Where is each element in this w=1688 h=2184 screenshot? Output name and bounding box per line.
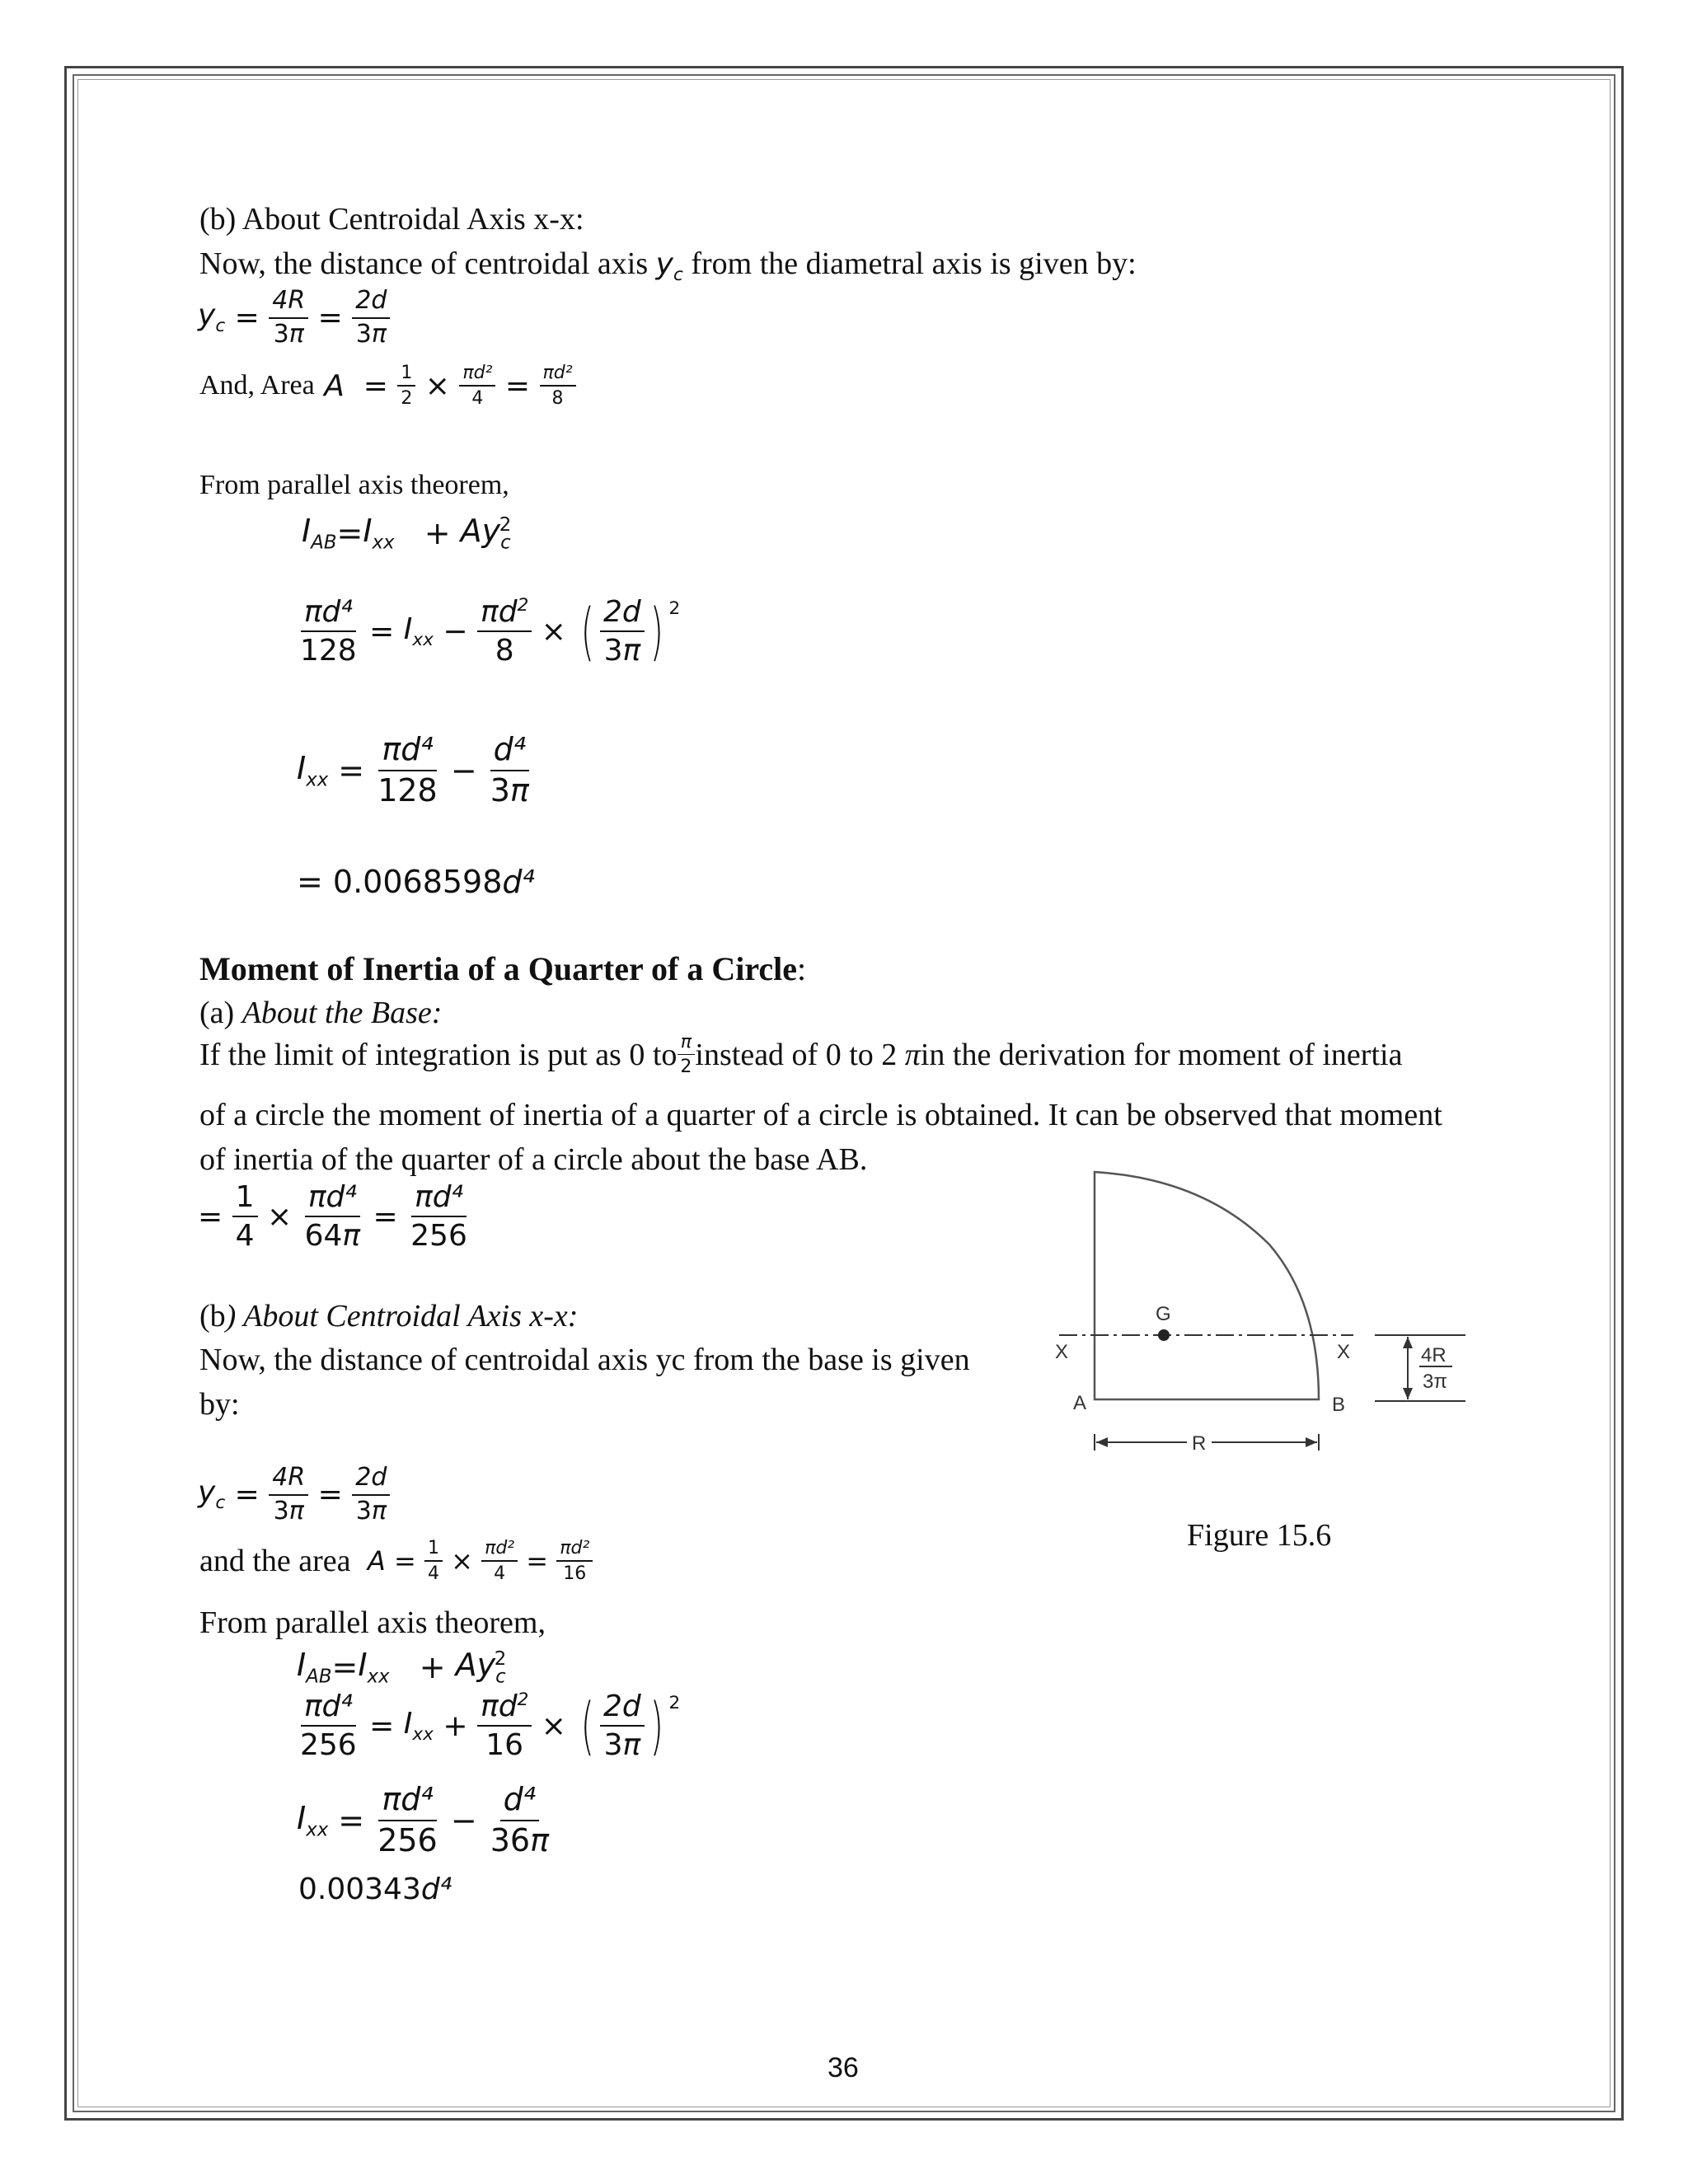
equation-yc-semicircle: $y_c$ = $\frac{4R}{3\pi}$ = $\frac{2d}{3\pi}$ — [198, 287, 390, 349]
text-span: Now, the distance of centroidal axis — [199, 246, 656, 281]
text-span: from the diametral axis is given by: — [682, 246, 1137, 281]
dim-numerator: 4R — [1421, 1344, 1447, 1366]
subheading-a — [199, 997, 442, 1029]
label-a: A — [1073, 1392, 1087, 1414]
equation-step-2: $\frac{\text{πd⁴}}{128}$ = $I_{xx}$ − $\frac{\pi d^2}{8}$ × ( $\frac{2d}{3\pi}$ ) $^2$ — [300, 594, 681, 668]
area-label: and the area — [199, 1544, 351, 1579]
heading-text: Moment of Inertia of a Quarter of a Circle — [199, 950, 797, 987]
equation-step-2-quarter: $\frac{\text{πd⁴}}{256}$ = $I_{xx}$ + $\frac{\pi d^2}{16}$ × ( $\frac{2d}{3\pi}$ ) $^2$ — [300, 1689, 681, 1763]
section-heading-b: (b) About Centroidal Axis x-x: — [199, 202, 584, 237]
equation-ixx-quarter: $I_{xx}$ = $\frac{\text{πd⁴}}{256}$ − $\frac{\text{d⁴}}{36\pi}$ — [297, 1781, 549, 1858]
area-label: And, Area — [199, 370, 315, 401]
text-span: If the limit of integration is put as 0 to — [199, 1037, 678, 1072]
text-line: Now, the distance of centroidal axis $y_c$ from the diametral axis is given by: — [199, 246, 1137, 286]
text-span: (a) — [199, 996, 242, 1030]
label-x-left: X — [1055, 1341, 1069, 1363]
equation-area-quarter: and the area A = $\frac{1}{4}$ × $\frac{\text{πd²}}{4}$ = $\frac{\text{πd²}}{16}$ — [199, 1538, 593, 1585]
label-r: R — [1192, 1432, 1207, 1455]
arrowhead-down — [1403, 1388, 1413, 1399]
figure-caption: Figure 15.6 — [1187, 1518, 1332, 1553]
equation-result-quarter: 0.00343 d⁴ — [298, 1872, 452, 1906]
parallel-axis-label: From parallel axis theorem, — [199, 470, 509, 500]
dim-denominator: 3π — [1423, 1371, 1447, 1393]
text-span: in the derivation for moment of inertia — [920, 1037, 1403, 1072]
quarter-circle-shape — [1095, 1172, 1319, 1399]
text-span: About the Base: — [241, 996, 443, 1030]
equation-yc-quarter: $y_c$ = $\frac{4R}{3\pi}$ = $\frac{2d}{3\pi}$ — [198, 1464, 390, 1526]
centroid-point — [1158, 1329, 1170, 1341]
paragraph-line-3: of inertia of the quarter of a circle about the base AB. — [199, 1142, 868, 1177]
text-span: instead of 0 to 2 — [695, 1037, 898, 1072]
heading-colon: : — [796, 950, 807, 987]
arrowhead-right — [1306, 1437, 1317, 1447]
text-span: (b — [199, 1299, 226, 1333]
section-heading-quarter — [199, 950, 807, 987]
label-b: B — [1332, 1394, 1346, 1416]
equation-parallel-axis-quarter: $I_{AB}$ = $I_{xx}$ + $Ay_c$ $^2$ — [297, 1647, 507, 1688]
arrowhead-up — [1403, 1337, 1413, 1348]
quarter-circle-figure — [1047, 1162, 1475, 1467]
text-line: by: — [199, 1387, 240, 1422]
equation-result-semicircle: = 0.0068598 d⁴ — [297, 864, 535, 900]
paragraph-line-1: If the limit of integration is put as 0 to $\frac{\pi}{2}$ instead of 0 to 2 π in the derivation for moment of inertia — [199, 1032, 1403, 1078]
text-line: Now, the distance of centroidal axis yc from the base is given — [199, 1343, 970, 1377]
equation-area-semicircle: And, Area A = $\frac{1}{2}$ × $\frac{\text{πd²}}{4}$ = $\frac{\text{πd²}}{8}$ — [199, 363, 576, 410]
subheading-b — [199, 1301, 578, 1332]
paragraph-line-2: of a circle the moment of inertia of a quarter of a circle is obtained. It can be observed that moment — [199, 1098, 1442, 1132]
text-span: ) About Centroidal Axis x-x: — [225, 1299, 579, 1333]
arrowhead-left — [1096, 1437, 1108, 1447]
page-number: 36 — [828, 2052, 859, 2083]
equation-ixx-semicircle: $I_{xx}$ = $\frac{\text{πd⁴}}{128}$ − $\frac{\text{d⁴}}{3\pi}$ — [297, 731, 529, 808]
parallel-axis-label: From parallel axis theorem, — [199, 1605, 546, 1640]
equation-base-quarter: = $\frac{1}{4}$ × $\frac{\text{πd⁴}}{64\pi}$ = $\frac{\text{πd⁴}}{256}$ — [198, 1180, 467, 1254]
label-g: G — [1156, 1303, 1171, 1325]
equation-parallel-axis: $I_{AB}$ = $I_{xx}$ + $Ay_c$ $^2$ — [302, 513, 512, 554]
label-x-right: X — [1337, 1341, 1351, 1363]
